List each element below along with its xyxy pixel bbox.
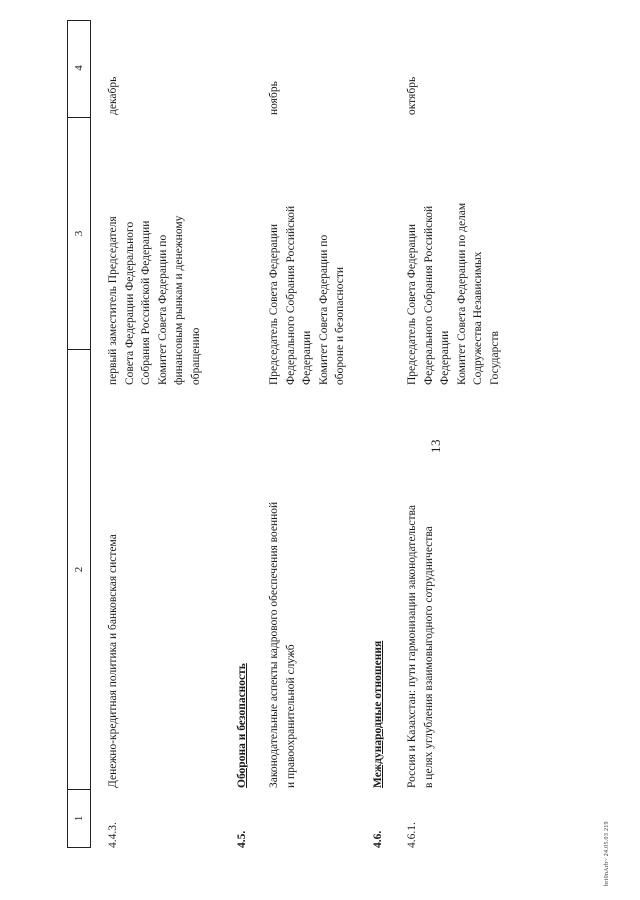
row-title — [105, 368, 122, 788]
responsible-line: Комитет Совета Федерации по делам — [455, 202, 468, 385]
responsible-line: Комитет Совета Федерации по — [317, 234, 330, 385]
row-term: декабрь — [107, 76, 119, 115]
responsible-line: Федерации — [439, 330, 451, 385]
header-col-4: 4 — [73, 65, 85, 71]
responsible-line: Собрания Российской Федерации — [140, 220, 152, 385]
responsible-line: Содружества Независимых — [472, 251, 484, 385]
responsible-line: Федерации — [301, 330, 313, 385]
responsible-line: обращению — [189, 327, 202, 385]
responsible-line: Председатель Совета Федерации — [268, 223, 280, 385]
row-number: 4.4.3. — [107, 822, 119, 848]
row-title-line: Законодательные аспекты кадрового обеспечения военной — [268, 501, 280, 788]
row-title-line: Денежно-кредитная политика и банковская система — [107, 534, 119, 788]
row-term: октябрь — [406, 76, 418, 115]
section-number: 4.6. — [372, 830, 384, 848]
header-col-3: 3 — [68, 117, 90, 349]
responsible-line: обороне и безопасности — [334, 266, 346, 385]
row-title-line: и правоохранительной служб — [284, 644, 297, 788]
responsible-line: первый заместитель Председателя — [107, 216, 119, 385]
responsible-line: Совета Федерации Федерального — [123, 221, 136, 385]
row-responsible — [266, 170, 349, 385]
row-term: ноябрь — [268, 81, 280, 115]
footer-code: bri0nArb~ 24.05.03 219 — [604, 821, 610, 886]
section-number: 4.5. — [236, 830, 248, 848]
responsible-line: финансовым рынкам и денежному — [173, 215, 185, 385]
section-title: Оборона и безопасность — [236, 663, 248, 788]
row-title — [404, 368, 437, 788]
row-title — [266, 368, 299, 788]
section-title: Международные отношения — [372, 640, 384, 788]
row-title-line: Россия и Казахстан: пути гармонизации законодательства — [406, 505, 418, 788]
responsible-line: Федерального Собрания Российской — [284, 205, 297, 385]
responsible-line: Государств — [488, 331, 501, 385]
responsible-line: Комитет Совета Федерации по — [156, 234, 169, 385]
responsible-line: Федерального Собрания Российской — [422, 205, 435, 385]
header-col-2: 2 — [68, 349, 90, 789]
page-number: 13 — [428, 439, 443, 453]
responsible-line: Председатель Совета Федерации — [406, 223, 418, 385]
row-number: 4.6.1. — [406, 822, 418, 848]
row-responsible — [404, 170, 503, 385]
row-title-line: в целях углубления взаимовыгодного сотрудничества — [422, 526, 435, 788]
table-header — [67, 20, 91, 848]
header-col-1: 1 — [68, 789, 90, 847]
row-responsible — [105, 170, 204, 385]
